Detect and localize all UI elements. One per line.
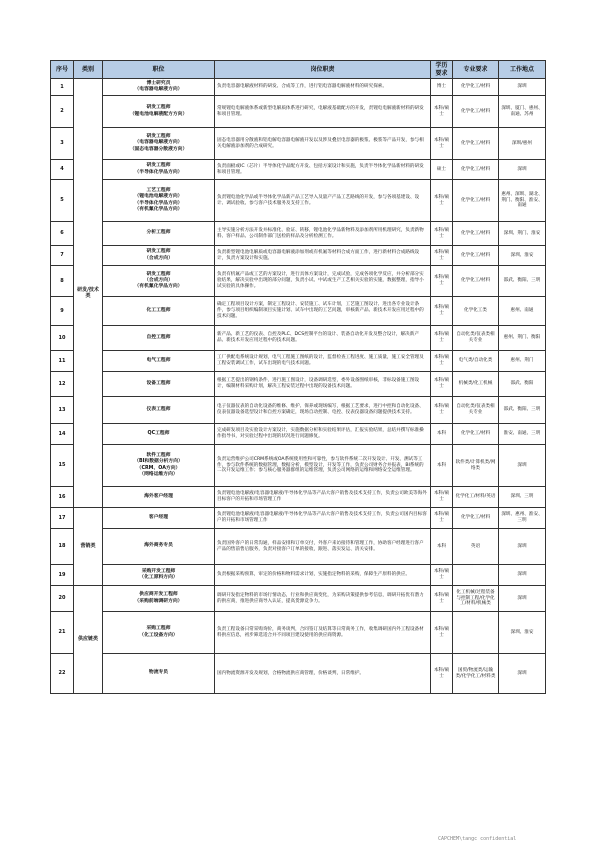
position-line: 设备工程师: [146, 380, 171, 386]
row-number: 5: [51, 180, 74, 222]
education-cell: 本科/硕士: [431, 246, 453, 266]
major-cell: 化学化工/材料: [453, 128, 499, 160]
row-number: 6: [51, 222, 74, 246]
position-line: 研发工程师: [146, 105, 171, 111]
location-cell: 深圳、厦门、惠州、南通、苏州: [499, 96, 546, 128]
duty-cell: 国内物流资源开发及规划，合格物流供应商管理，价格谈判，日常维护。: [215, 654, 431, 694]
education-cell: 本科/硕士: [431, 397, 453, 424]
position-line: （化工原料方向）: [139, 575, 178, 580]
location-cell: 深圳: [499, 160, 546, 180]
duty-cell: 主导实施分析方法开发并标准化、验证、转移，锂电池化学品新物料及添加剂所用机理研究，负责新物料、客户样品、公司制作部门送检的样品及分析检测工作。: [215, 222, 431, 246]
duty-cell: 根据工艺提出的钢构条件，进行施工图设计，设备调研选型，委外设备图纸审核，非标设备施工图设计，编制材料采购计划，解决工程安装过程中出现的设备技术问题。: [215, 372, 431, 397]
education-cell: 本科/硕士: [431, 222, 453, 246]
duty-cell: 负责电容器电解液材料的研发、合成等工作，进行铝电容器电解液材料的研究探索。: [215, 79, 431, 96]
table-row: [51, 612, 546, 654]
location-cell: 深圳/惠州: [499, 128, 546, 160]
education-cell: 本科/硕士: [431, 128, 453, 160]
education-cell: 本科/硕士: [431, 266, 453, 297]
table-row: [51, 96, 546, 128]
major-cell: 机械类/化工机械: [453, 372, 499, 397]
table-row: [51, 565, 546, 586]
position-line: 客户经理: [148, 514, 169, 520]
position-cell: [103, 96, 215, 128]
row-number: 14: [51, 424, 74, 445]
location-cell: 深圳、惠州、淮安、三明: [499, 508, 546, 529]
position-line: 采购工程师: [146, 626, 171, 632]
table-header-row: [51, 61, 546, 79]
row-number: 4: [51, 160, 74, 180]
position-line: （化工设备方向）: [139, 632, 178, 638]
position-cell: [103, 79, 215, 96]
location-cell: 惠州、荆门: [499, 351, 546, 372]
table-row: [51, 529, 546, 565]
position-line: 研发工程师: [146, 163, 171, 169]
position-line: （有机氟化学品方向）: [134, 206, 183, 212]
education-cell: 本科/硕士: [431, 508, 453, 529]
duty-cell: 确定工程项目设计方案，制定工程设计、安装施工、试车计划，工艺施工图设计、进出各专业设计条件，参与项目组织编制项目实施计划、试车中出现的工艺问题，审核新产品、新技术开发应用过程中的技术问题。: [215, 297, 431, 326]
row-number: 20: [51, 586, 74, 612]
header-no: 序号: [51, 61, 74, 79]
position-line: 仪表工程师: [146, 406, 171, 412]
position-line: 研发工程师: [146, 249, 171, 255]
major-cell: 化学化工/材料/英语: [453, 487, 499, 508]
location-cell: 深圳: [499, 445, 546, 487]
position-line: （电容器电解液方向）: [134, 140, 183, 146]
education-cell: 本科/硕士: [431, 654, 453, 694]
category-cell: 供应链类: [74, 586, 103, 694]
major-cell: 电气类/自动化类: [453, 351, 499, 372]
position-line: （合成方向）: [144, 277, 173, 283]
table-row: [51, 424, 546, 445]
position-line: 研发工程师: [146, 134, 171, 140]
education-cell: 本科: [431, 424, 453, 445]
table-row: [51, 160, 546, 180]
category-cell: 研发/技术类: [74, 79, 103, 508]
location-cell: 深圳: [499, 529, 546, 565]
position-cell: [103, 565, 215, 586]
footer-watermark: CAPCHEM\tangc confidential: [438, 836, 517, 842]
location-cell: 深圳、三明: [499, 487, 546, 508]
education-cell: 本科/硕士: [431, 297, 453, 326]
position-cell: [103, 351, 215, 372]
row-number: 16: [51, 487, 74, 508]
position-line: （固态电容器分散液方向）: [129, 146, 188, 152]
major-cell: 化学化工/材料: [453, 79, 499, 96]
major-cell: 化学化工/材料: [453, 160, 499, 180]
major-cell: 化学化工/材料: [453, 508, 499, 529]
duty-cell: 负责工程设备日常采购询价，商务谈判，合同签订及结算等日常商务工作，收集调研国内外工程设备材料供应信息，初步筛选适合并不同项目建设使用的供应商资源。: [215, 612, 431, 654]
major-cell: 英语: [453, 529, 499, 565]
position-line: 化工工程师: [146, 307, 171, 313]
position-line: （锂电池电解液方向）: [134, 194, 183, 200]
education-cell: 本科: [431, 445, 453, 487]
table-row: [51, 508, 546, 529]
table-row: [51, 351, 546, 372]
position-line: （BI和数据分析方向）: [134, 459, 183, 465]
duty-cell: 负责新型锂电池电解质或电容器电解液添加剂或有机氟等材料合成方面工作，进行新材料合成路线设计，负责方案设计和实施。: [215, 246, 431, 266]
duty-cell: 完成研发项目及实验设计方案设计，实施数据分析和实验结果评估，汇报实验结果，总结并撰写标准操作指导书，对实验过程中出现的状况进行问题修复。: [215, 424, 431, 445]
duty-cell: 负责运营维护公司CRM系统或OA系统使用性和可靠性，参与软件系统二次开发设计、开发、测试等工作，参与软件系统的数据管理，数据分析，模型设计，开发等工作，负责公司财务合并报表，BI系统的二次开发运维工作；参与核心服务器群组的运维管理，负责公司网络的运维和网络安全运维管理。: [215, 445, 431, 487]
position-line: 研发工程师: [146, 271, 171, 277]
position-line: （电容器电解液方向）: [134, 87, 183, 92]
row-number: 10: [51, 326, 74, 351]
location-cell: 深圳、淮安: [499, 246, 546, 266]
major-cell: 自动化类/仪表类相关专业: [453, 326, 499, 351]
table-row: [51, 487, 546, 508]
recruitment-table: [50, 60, 546, 694]
table-body: [51, 79, 546, 694]
position-line: 分析工程师: [146, 230, 171, 236]
position-line: 软件工程师: [146, 453, 171, 459]
position-cell: [103, 297, 215, 326]
position-line: （锂电池电解液配方方向）: [129, 111, 188, 117]
major-cell: 自动化类/仪表类相关专业: [453, 397, 499, 424]
table-row: [51, 397, 546, 424]
position-cell: [103, 445, 215, 487]
duty-cell: 负责面板或IC（芯片）半导体化学品配方开发、包括方案设计和实施，负责半导体化学品新材料的研发和项目管理。: [215, 160, 431, 180]
major-cell: 化工机械/过程装备与控制工程/化学化工/材料/机械类: [453, 586, 499, 612]
header-duty: 岗位职责: [215, 61, 431, 79]
location-cell: 惠州、深圳、湖北、荆门、衡阳、淮安、南通: [499, 180, 546, 222]
table-row: [51, 297, 546, 326]
header-category: 类别: [74, 61, 103, 79]
position-cell: [103, 508, 215, 529]
table-row: [51, 654, 546, 694]
location-cell: 邵武、衡阳: [499, 372, 546, 397]
education-cell: 本科/硕士: [431, 351, 453, 372]
location-cell: 惠州、南通: [499, 297, 546, 326]
position-line: 供应商开发工程师: [139, 592, 178, 598]
header-education: 学历要求: [431, 61, 453, 79]
row-number: 8: [51, 266, 74, 297]
position-cell: [103, 487, 215, 508]
row-number: 18: [51, 529, 74, 565]
row-number: 13: [51, 397, 74, 424]
position-line: 博士研究员: [146, 80, 171, 86]
location-cell: 深圳: [499, 79, 546, 96]
position-line: （合成方向）: [144, 255, 173, 261]
location-cell: 深圳: [499, 586, 546, 612]
position-cell: [103, 222, 215, 246]
table-row: [51, 372, 546, 397]
location-cell: 深圳: [499, 654, 546, 694]
position-line: 海外商务专员: [144, 543, 173, 549]
row-number: 12: [51, 372, 74, 397]
row-number: 15: [51, 445, 74, 487]
position-line: 自控工程师: [146, 334, 171, 340]
duty-cell: 负责国外客户的日常沟通，样品安排和订单交付，外客户来访接待和管理工作，协助客户经理进行客户产品的售前售后服务，负责对接客户订单的接收，跟进、落实发运、清关安排。: [215, 529, 431, 565]
position-line: 采购开发工程师: [141, 568, 176, 574]
table-row: [51, 246, 546, 266]
table-row: [51, 128, 546, 160]
duty-cell: 负责锂电池电解液/电容器电解液/半导体化学品等产品大客户销售及技术支持工作，负责公司欧美等海外目标客户的开拓和市场管理工作: [215, 487, 431, 508]
education-cell: 本科/硕士: [431, 586, 453, 612]
major-cell: 国贸/物流类/运输类/化学化工/材料类: [453, 654, 499, 694]
position-line: 物流专员: [148, 670, 169, 676]
education-cell: 硕士: [431, 160, 453, 180]
major-cell: 化学化工/材料: [453, 266, 499, 297]
position-cell: [103, 612, 215, 654]
position-line: 工艺工程师: [146, 188, 171, 194]
position-cell: [103, 424, 215, 445]
position-cell: [103, 586, 215, 612]
duty-cell: 电子仪器仪表的自动化设备的维修、维护、保养或现场编写，根据工艺要求，进行中控和自动化设备、仪表仪器设备选型设计和自控方案确定，现场自动控制、电控、仪表仪器设备问题提供技术支持。: [215, 397, 431, 424]
header-location: 工作地点: [499, 61, 546, 79]
position-line: （有机氟化学品方向）: [134, 284, 183, 290]
duty-cell: 负责根据采购预算，审定的价格和物料需求计划，实施指定物料的采购，保障生产原料的供应。: [215, 565, 431, 586]
major-cell: [453, 612, 499, 654]
education-cell: 本科/硕士: [431, 180, 453, 222]
position-line: （半导体化学品方向）: [134, 200, 183, 206]
position-cell: [103, 246, 215, 266]
duty-cell: 调研开发指定物料的市场行情动态，行业和供应商变化，为采购决策提供参考信息，调研开拓优有潜力的供应商，推进供应商导入认证，提高货源竞争力。: [215, 586, 431, 612]
major-cell: 化学化工/材料: [453, 424, 499, 445]
education-cell: 本科: [431, 529, 453, 565]
education-cell: 本科/硕士: [431, 326, 453, 351]
position-cell: [103, 180, 215, 222]
education-cell: 本科/硕士: [431, 372, 453, 397]
table-row: [51, 266, 546, 297]
row-number: 17: [51, 508, 74, 529]
header-major: 专业要求: [453, 61, 499, 79]
position-cell: [103, 529, 215, 565]
position-line: （CRM、OA方向）: [136, 465, 181, 471]
location-cell: 深圳、淮安: [499, 612, 546, 654]
major-cell: 化学化工/材料: [453, 222, 499, 246]
education-cell: 本科/硕士: [431, 565, 453, 586]
row-number: 3: [51, 128, 74, 160]
major-cell: 化学化工/材料: [453, 180, 499, 222]
position-line: QC工程师: [147, 430, 170, 436]
duty-cell: 常规锂电电解液体系或新型电解质体系进行研究，电解液基础配方的开发，责锂电电解液新材料的研发和项目管理。: [215, 96, 431, 128]
major-cell: [453, 565, 499, 586]
position-cell: [103, 160, 215, 180]
table-row: [51, 79, 546, 96]
row-number: 2: [51, 96, 74, 128]
position-cell: [103, 654, 215, 694]
location-cell: 邵武、衡阳、三明: [499, 266, 546, 297]
education-cell: 本科/硕士: [431, 612, 453, 654]
duty-cell: 负责有机氟产品或工艺的方案设计，进行具体方案设计，完成试验，完成各项化学反应，并分析部分实验结果，解决实验中出现的部分问题，负责小试、中试或生产工艺相关实验的实施，数据整理，指导小试实验的具体操作。: [215, 266, 431, 297]
row-number: 22: [51, 654, 74, 694]
table-row: [51, 222, 546, 246]
major-cell: 化学化工/材料: [453, 246, 499, 266]
row-number: 21: [51, 612, 74, 654]
row-number: 11: [51, 351, 74, 372]
table-row: [51, 586, 546, 612]
row-number: 7: [51, 246, 74, 266]
table-row: [51, 326, 546, 351]
position-cell: [103, 397, 215, 424]
education-cell: 本科/硕士: [431, 96, 453, 128]
position-line: （网络运维方向）: [139, 471, 178, 477]
position-line: （采购前端调研方向）: [134, 598, 183, 604]
position-line: （半导体化学品方向）: [134, 169, 183, 175]
position-line: 海外客户经理: [144, 493, 173, 499]
education-cell: 博士: [431, 79, 453, 96]
location-cell: 惠州、荆门、衡阳: [499, 326, 546, 351]
duty-cell: 固态电容器用分散液和铝电解电容器电解液开发以及涉及叠层电容器的极浆、极浆等产品开发，参与相关电解液添加剂的合成研究。: [215, 128, 431, 160]
header-position: 职位: [103, 61, 215, 79]
major-cell: 化学化工类: [453, 297, 499, 326]
position-cell: [103, 372, 215, 397]
position-line: 电气工程师: [146, 357, 171, 363]
major-cell: 化学化工/材料: [453, 96, 499, 128]
duty-cell: 负责锂电池电解液/电容器电解液/半导体化学品等产品大客户销售及技术支持工作，负责公司国内目标客户的开拓和市场管理工作: [215, 508, 431, 529]
position-cell: [103, 266, 215, 297]
duty-cell: 负责锂电池化学品或半导体化学品新产品工艺导入及量产产品工艺路线的开发，参与各项基建设、设计、调试验收、参与客户技术服务及支持工作。: [215, 180, 431, 222]
row-number: 9: [51, 297, 74, 326]
table-row: [51, 445, 546, 487]
location-cell: 深圳、荆门、淮安: [499, 222, 546, 246]
position-cell: [103, 128, 215, 160]
location-cell: 深圳: [499, 565, 546, 586]
row-number: 1: [51, 79, 74, 96]
category-cell: 营销类: [74, 508, 103, 586]
major-cell: 软件类/计算机类/网络类: [453, 445, 499, 487]
duty-cell: 新产品、新工艺的仪表、自控及PLC、DCS控制平台的设计、装备自动化开发及整合设计，解决新产品、新技术开发应用过程中的技术问题。: [215, 326, 431, 351]
location-cell: 淮安、南通、三明: [499, 424, 546, 445]
table-row: [51, 180, 546, 222]
recruitment-table-container: [50, 60, 545, 694]
row-number: 19: [51, 565, 74, 586]
duty-cell: 工厂供配电系统设计规划，电气工程施工图纸的设计，监督检查工程进度、施工质量，施工安全管理及工程安装调试工作，试车出现的电气技术问题。: [215, 351, 431, 372]
location-cell: 邵武、衡阳、三明: [499, 397, 546, 424]
position-cell: [103, 326, 215, 351]
education-cell: 本科/硕士: [431, 487, 453, 508]
